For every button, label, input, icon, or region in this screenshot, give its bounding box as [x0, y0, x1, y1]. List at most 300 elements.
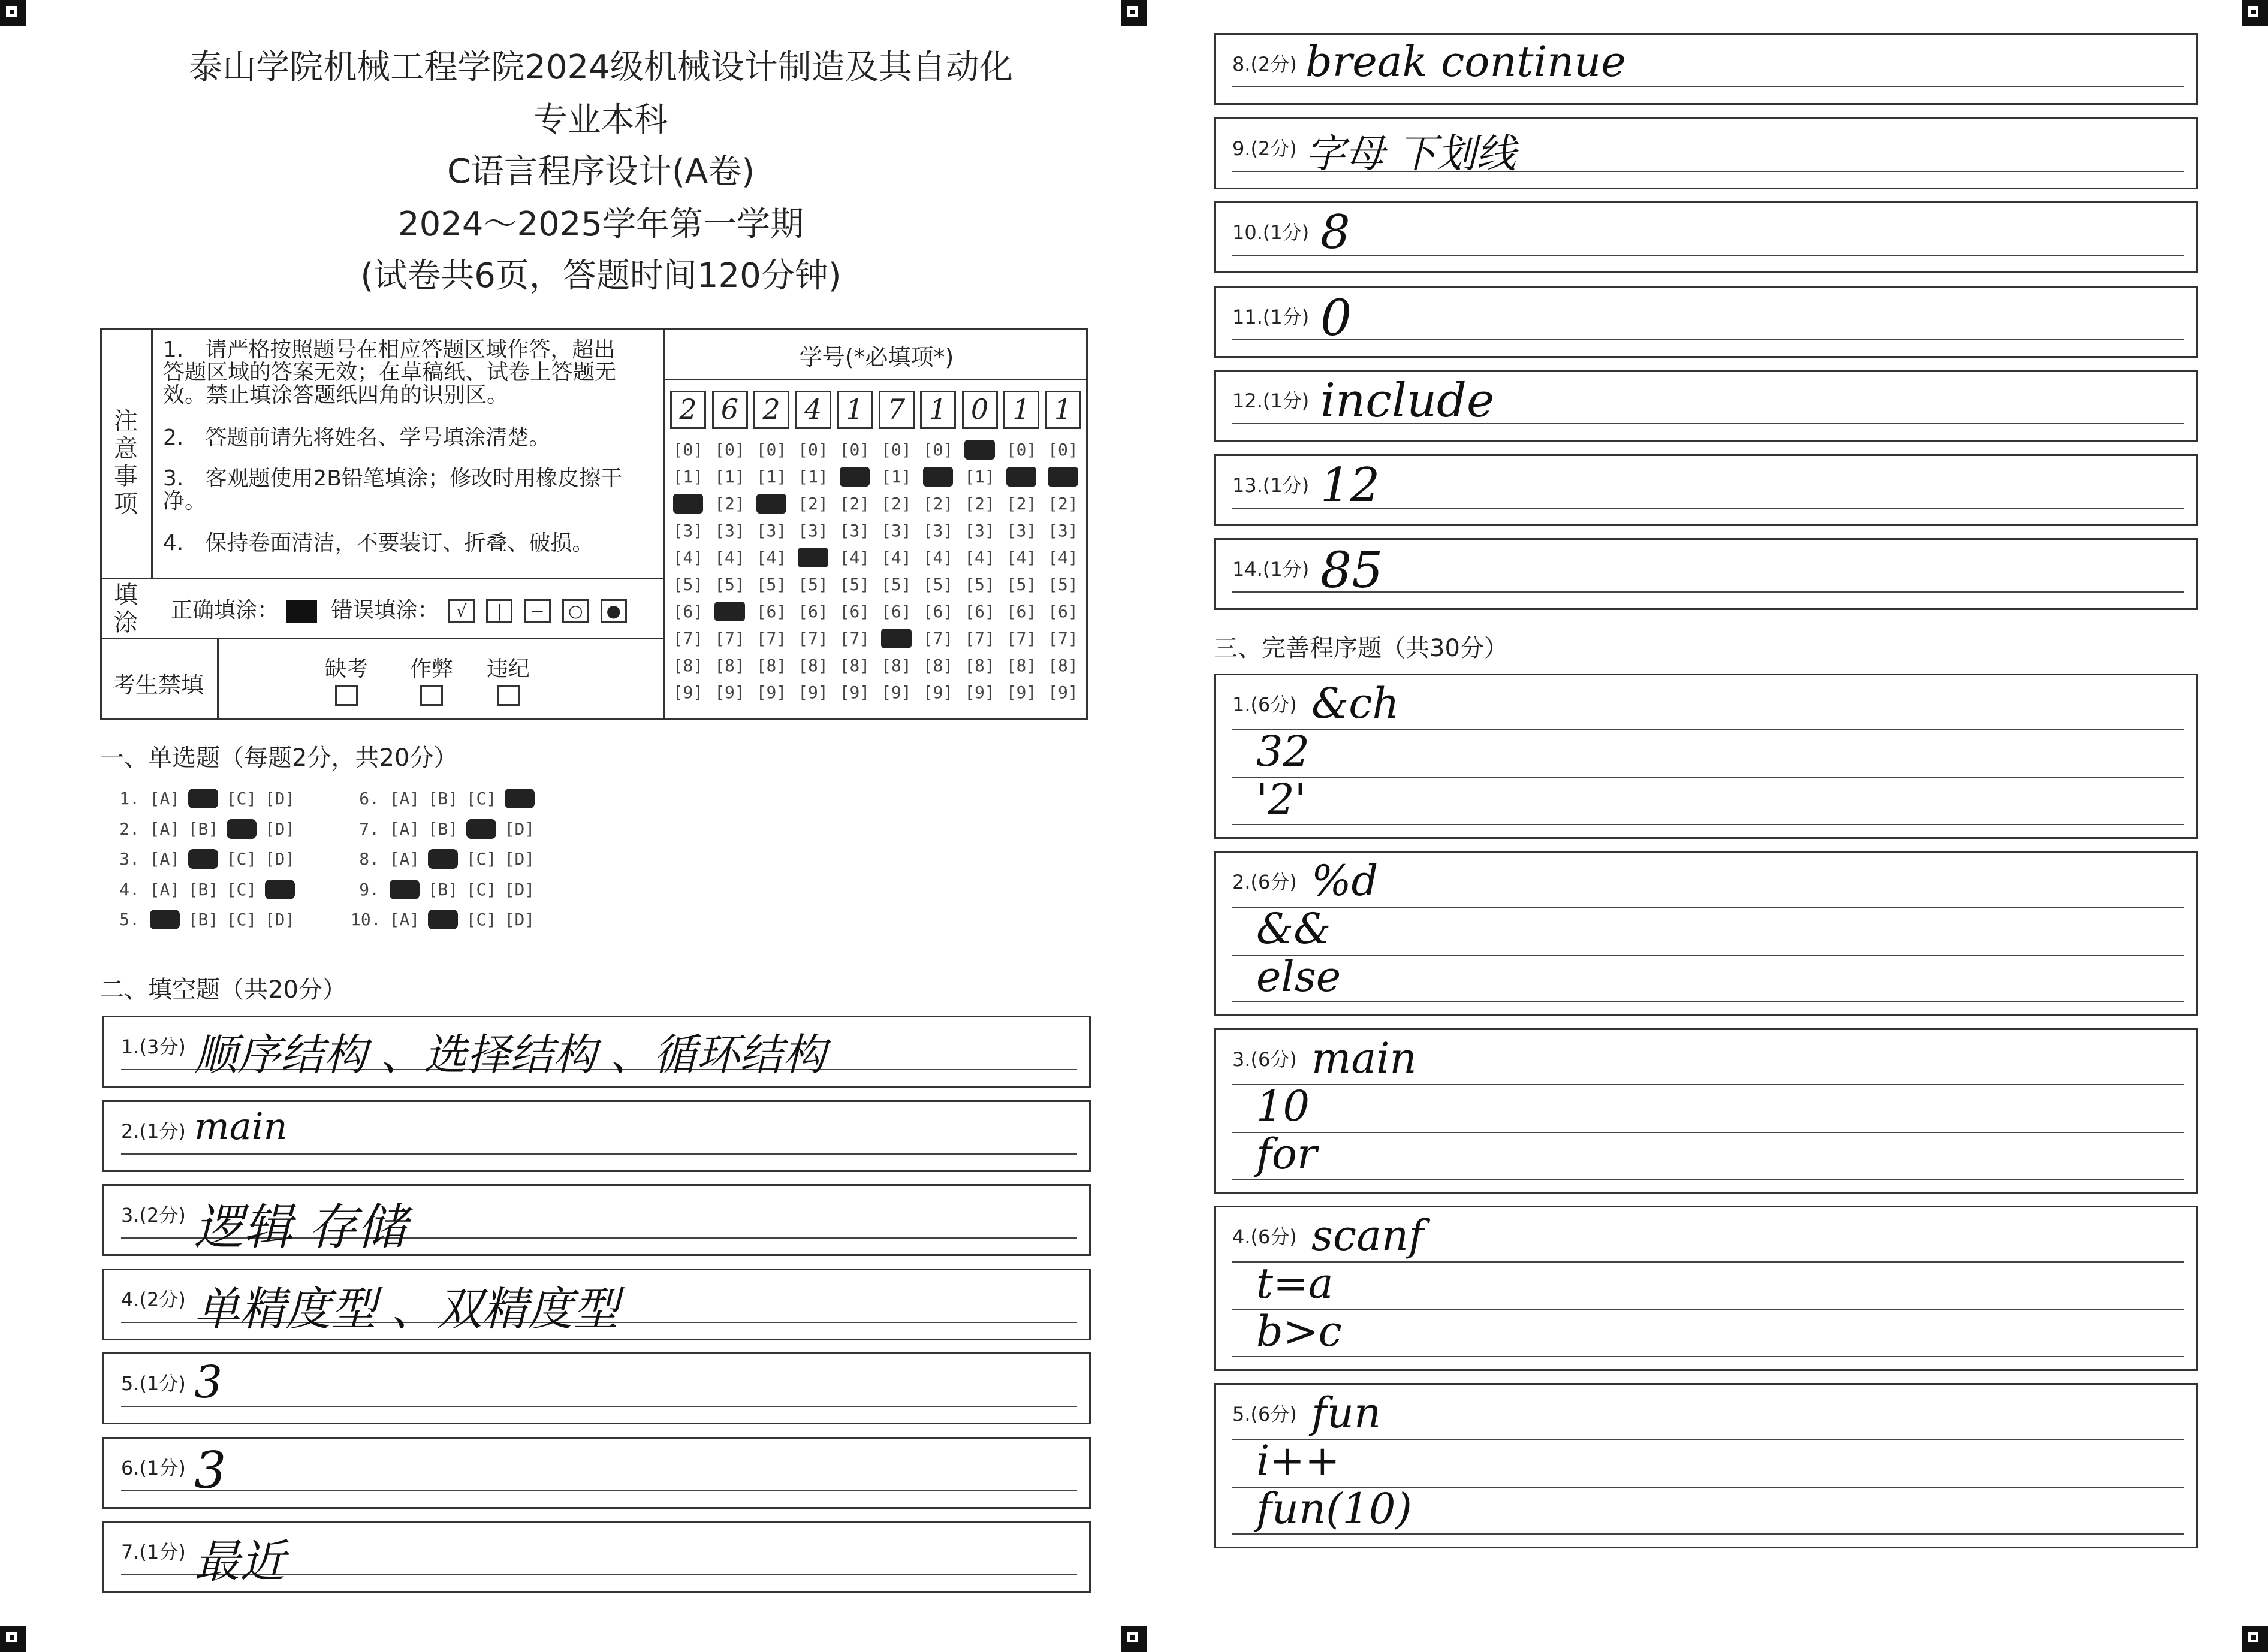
handwritten-answer: 3: [194, 1440, 227, 1500]
id-bubble-3-2[interactable]: [753, 490, 789, 517]
id-bubble-8-3[interactable]: [962, 517, 998, 544]
id-bubble-label: [9]: [798, 682, 828, 702]
id-bubble-label: [1]: [881, 467, 912, 487]
fill-answer-14[interactable]: [1214, 538, 2198, 610]
id-bubble-10-8[interactable]: [1045, 652, 1081, 679]
id-bubble-5-3[interactable]: [837, 517, 873, 544]
id-bubble-10-3[interactable]: [1045, 517, 1081, 544]
id-bubble-6-2[interactable]: [879, 490, 915, 517]
section2-title: 二、填空题（共20分）: [100, 976, 346, 1004]
corner-mark-top-center: [1121, 0, 1147, 26]
program-answer-5[interactable]: [1214, 1383, 2198, 1548]
answer-rule-line: [1232, 1439, 2184, 1440]
mc-option-label: [B]: [427, 819, 459, 839]
id-bubble-3-1[interactable]: [753, 463, 789, 490]
id-bubble-label: [0]: [1006, 440, 1037, 460]
handwritten-line-1: scanf: [1311, 1211, 1424, 1260]
fill-answer-label: 4.(2分): [121, 1288, 186, 1311]
mc-question-number: 4.: [119, 879, 140, 899]
id-bubble-6-5[interactable]: [879, 571, 915, 598]
id-bubble-4-3[interactable]: [795, 517, 831, 544]
id-bubble-5-5[interactable]: [837, 571, 873, 598]
id-bubble-label: [2]: [672, 494, 704, 514]
id-bubble-9-2[interactable]: [1003, 490, 1039, 517]
id-bubble-5-9[interactable]: [837, 679, 873, 706]
mc-option-label: [A]: [389, 819, 420, 839]
id-bubble-10-9[interactable]: [1045, 679, 1081, 706]
fill-answer-11[interactable]: [1214, 286, 2198, 358]
mc-option-8-D[interactable]: [500, 849, 539, 869]
id-bubble-label: [3]: [714, 521, 745, 540]
student-id-digit-2[interactable]: 6: [712, 391, 748, 429]
fill-answer-6[interactable]: [102, 1437, 1091, 1509]
id-bubble-label: [4]: [672, 548, 704, 567]
fill-answer-5[interactable]: [102, 1352, 1091, 1424]
mc-option-5-D[interactable]: [261, 910, 299, 929]
mc-option-4-D[interactable]: [261, 880, 299, 899]
student-id-column-4: [795, 436, 831, 706]
handwritten-line-2: &&: [1256, 904, 1331, 953]
id-bubble-label: [5]: [1006, 575, 1037, 594]
student-id-column-8: [962, 436, 998, 706]
fill-answer-label: 12.(1分): [1232, 389, 1310, 412]
id-bubble-10-5[interactable]: [1045, 571, 1081, 598]
id-bubble-label: [6]: [756, 602, 787, 621]
id-bubble-3-3[interactable]: [753, 517, 789, 544]
mc-option-7-B[interactable]: [424, 819, 462, 839]
mc-option-2-A[interactable]: [146, 819, 184, 839]
notice-item-2: 2. 答题前请先将姓名、学号填涂清楚。: [163, 425, 551, 450]
handwritten-answer: break continue: [1305, 37, 1626, 86]
wrong-mark-dash: −: [524, 599, 551, 623]
header-line-2: 专业本科: [533, 101, 668, 140]
id-bubble-8-1[interactable]: [962, 463, 998, 490]
mc-option-3-D[interactable]: [261, 849, 299, 869]
notice-item-3: 3. 客观题使用2B铅笔填涂；修改时用橡皮擦干净。: [163, 466, 622, 514]
section3-title: 三、完善程序题（共30分）: [1214, 635, 1508, 662]
correct-fill-mark: [286, 600, 317, 623]
id-bubble-1-7[interactable]: [670, 625, 706, 652]
mc-option-9-B[interactable]: [424, 880, 462, 899]
id-bubble-8-7[interactable]: [962, 625, 998, 652]
id-bubble-10-4[interactable]: [1045, 544, 1081, 571]
mc-option-7-C[interactable]: [462, 819, 500, 839]
violation-checkbox[interactable]: [497, 685, 520, 706]
id-bubble-label: [5]: [672, 575, 704, 594]
id-bubble-8-0[interactable]: [962, 436, 998, 463]
mc-option-6-D[interactable]: [500, 789, 539, 808]
mc-option-label: [D]: [264, 879, 295, 899]
notice-item-4: 4. 保持卷面清洁，不要装订、折叠、破损。: [163, 531, 594, 555]
fill-answer-label: 7.(1分): [121, 1541, 186, 1563]
fill-answer-8[interactable]: [1214, 33, 2198, 105]
program-answer-1[interactable]: [1214, 674, 2198, 839]
fill-answer-4[interactable]: [102, 1269, 1091, 1340]
mc-option-3-C[interactable]: [222, 849, 261, 869]
id-bubble-9-8[interactable]: [1003, 652, 1039, 679]
mc-option-label: [A]: [389, 910, 420, 929]
id-bubble-1-1[interactable]: [670, 463, 706, 490]
program-answer-3[interactable]: [1214, 1028, 2198, 1194]
mc-question-8: [351, 849, 539, 869]
mc-option-6-A[interactable]: [385, 789, 424, 808]
id-bubble-label: [2]: [756, 494, 787, 514]
mc-question-number: 8.: [359, 849, 379, 869]
id-bubble-4-5[interactable]: [795, 571, 831, 598]
forbidden-label: 考生禁填: [113, 672, 204, 698]
mc-option-1-A[interactable]: [146, 789, 184, 808]
forbidden-cheat: 作弊: [408, 652, 456, 707]
id-bubble-1-6[interactable]: [670, 598, 706, 625]
mc-option-label: [A]: [149, 819, 180, 839]
id-bubble-10-0[interactable]: [1045, 436, 1081, 463]
student-id-digit-5[interactable]: 1: [837, 391, 873, 429]
id-bubble-9-4[interactable]: [1003, 544, 1039, 571]
fill-answer-12[interactable]: [1214, 370, 2198, 442]
answer-rule-line: [1232, 1132, 2184, 1133]
mc-option-label: [B]: [188, 789, 219, 808]
notice-side-label: 注意事项: [114, 407, 138, 518]
mc-option-9-D[interactable]: [500, 880, 539, 899]
id-bubble-9-9[interactable]: [1003, 679, 1039, 706]
mc-option-10-A[interactable]: [385, 910, 424, 929]
mc-option-6-C[interactable]: [462, 789, 500, 808]
handwritten-answer: include: [1320, 374, 1495, 428]
mc-option-7-D[interactable]: [500, 819, 539, 839]
id-bubble-4-6[interactable]: [795, 598, 831, 625]
id-bubble-4-9[interactable]: [795, 679, 831, 706]
mc-option-4-C[interactable]: [222, 880, 261, 899]
id-bubble-label: [4]: [1048, 548, 1078, 567]
id-bubble-3-9[interactable]: [753, 679, 789, 706]
id-bubble-1-4[interactable]: [670, 544, 706, 571]
id-bubble-1-3[interactable]: [670, 517, 706, 544]
program-answer-label: 5.(6分): [1232, 1403, 1297, 1426]
mc-question-9: [351, 880, 539, 899]
fill-answer-7[interactable]: [102, 1521, 1091, 1593]
mc-option-label: [B]: [427, 849, 459, 869]
handwritten-answer: 最近: [194, 1535, 285, 1588]
id-bubble-3-8[interactable]: [753, 652, 789, 679]
id-bubble-9-5[interactable]: [1003, 571, 1039, 598]
mc-option-2-C[interactable]: [222, 819, 261, 839]
program-answer-2[interactable]: [1214, 851, 2198, 1016]
answer-rule-line: [121, 1490, 1077, 1491]
mc-option-3-B[interactable]: [184, 849, 222, 869]
id-bubble-9-6[interactable]: [1003, 598, 1039, 625]
id-bubble-1-2[interactable]: [670, 490, 706, 517]
id-bubble-label: [8]: [922, 656, 954, 675]
answer-rule-line: [1232, 86, 2184, 87]
answer-rule-line: [121, 1153, 1077, 1155]
header-line-4: 2024～2025学年第一学期: [397, 205, 804, 244]
answer-rule-line: [1232, 907, 2184, 908]
student-id-digit-7[interactable]: 1: [920, 391, 956, 429]
mc-option-1-B[interactable]: [184, 789, 222, 808]
handwritten-line-2: 10: [1256, 1082, 1310, 1131]
id-bubble-2-3[interactable]: [712, 517, 748, 544]
mc-question-7: [351, 819, 539, 839]
fill-answer-2[interactable]: [102, 1100, 1091, 1172]
id-bubble-8-5[interactable]: [962, 571, 998, 598]
fill-answer-3[interactable]: [102, 1184, 1091, 1256]
mc-question-2: [111, 819, 299, 839]
mc-option-label: [A]: [389, 789, 420, 808]
id-bubble-2-9[interactable]: [712, 679, 748, 706]
handwritten-line-1: main: [1311, 1034, 1417, 1083]
mc-option-1-D[interactable]: [261, 789, 299, 808]
id-bubble-6-6[interactable]: [879, 598, 915, 625]
mc-option-label: [B]: [188, 910, 219, 929]
id-bubble-2-1[interactable]: [712, 463, 748, 490]
handwritten-answer: 字母 下划线: [1305, 130, 1516, 177]
mc-option-2-D[interactable]: [261, 819, 299, 839]
handwritten-line-3: for: [1256, 1129, 1317, 1179]
mc-option-5-C[interactable]: [222, 910, 261, 929]
mc-option-10-B[interactable]: [424, 910, 462, 929]
wrong-mark-bar: |: [486, 599, 512, 623]
fill-answer-9[interactable]: [1214, 117, 2198, 189]
id-bubble-7-6[interactable]: [920, 598, 956, 625]
id-bubble-4-8[interactable]: [795, 652, 831, 679]
id-bubble-6-1[interactable]: [879, 463, 915, 490]
id-bubble-label: [6]: [714, 602, 745, 621]
student-id-digit-6[interactable]: 7: [879, 391, 915, 429]
id-bubble-label: [4]: [881, 548, 912, 567]
id-bubble-4-1[interactable]: [795, 463, 831, 490]
id-bubble-label: [6]: [881, 602, 912, 621]
mc-option-label: [C]: [466, 849, 497, 869]
fill-answer-13[interactable]: [1214, 454, 2198, 526]
program-answer-label: 2.(6分): [1232, 871, 1297, 893]
student-id-digit-8[interactable]: 0: [962, 391, 998, 429]
id-bubble-label: [2]: [839, 494, 870, 514]
id-bubble-3-5[interactable]: [753, 571, 789, 598]
id-bubble-label: [4]: [1006, 548, 1037, 567]
id-bubble-6-8[interactable]: [879, 652, 915, 679]
id-bubble-label: [8]: [881, 656, 912, 675]
id-bubble-3-7[interactable]: [753, 625, 789, 652]
id-bubble-label: [8]: [756, 656, 787, 675]
id-bubble-8-9[interactable]: [962, 679, 998, 706]
mc-option-label: [D]: [264, 910, 295, 929]
mc-option-1-C[interactable]: [222, 789, 261, 808]
id-bubble-10-7[interactable]: [1045, 625, 1081, 652]
answer-rule-line: [1232, 1261, 2184, 1263]
id-bubble-1-9[interactable]: [670, 679, 706, 706]
id-bubble-2-6[interactable]: [712, 598, 748, 625]
mc-option-9-C[interactable]: [462, 880, 500, 899]
id-bubble-label: [8]: [714, 656, 745, 675]
student-id-digit-3[interactable]: 2: [753, 391, 789, 429]
id-bubble-9-3[interactable]: [1003, 517, 1039, 544]
mc-option-label: [A]: [389, 879, 420, 899]
id-bubble-4-7[interactable]: [795, 625, 831, 652]
answer-rule-line: [1232, 824, 2184, 825]
student-id-column-7: [920, 436, 956, 706]
id-bubble-label: [1]: [1048, 467, 1078, 487]
mc-option-label: [C]: [226, 910, 257, 929]
mc-question-number: 6.: [359, 789, 379, 808]
id-bubble-6-0[interactable]: [879, 436, 915, 463]
mc-option-5-A[interactable]: [146, 910, 184, 929]
mc-option-9-A[interactable]: [385, 880, 424, 899]
id-bubble-2-5[interactable]: [712, 571, 748, 598]
mc-option-label: [D]: [504, 789, 535, 808]
id-bubble-5-0[interactable]: [837, 436, 873, 463]
handwritten-answer: 85: [1320, 542, 1383, 599]
id-bubble-5-7[interactable]: [837, 625, 873, 652]
handwritten-answer: 3: [194, 1357, 223, 1408]
id-bubble-label: [5]: [714, 575, 745, 594]
id-bubble-label: [4]: [839, 548, 870, 567]
id-bubble-7-5[interactable]: [920, 571, 956, 598]
id-bubble-10-1[interactable]: [1045, 463, 1081, 490]
id-bubble-label: [5]: [922, 575, 954, 594]
student-id-column-2: [712, 436, 748, 706]
id-bubble-2-8[interactable]: [712, 652, 748, 679]
id-bubble-6-9[interactable]: [879, 679, 915, 706]
id-bubble-1-0[interactable]: [670, 436, 706, 463]
id-bubble-5-4[interactable]: [837, 544, 873, 571]
id-bubble-label: [1]: [922, 467, 954, 487]
id-bubble-7-7[interactable]: [920, 625, 956, 652]
student-id-digit-4[interactable]: 4: [795, 391, 831, 429]
mc-question-number: 2.: [119, 819, 140, 839]
mc-question-number: 3.: [119, 849, 140, 869]
forbidden-violation: 违纪: [484, 652, 532, 707]
handwritten-answer: main: [194, 1104, 288, 1148]
program-answer-4[interactable]: [1214, 1206, 2198, 1371]
handwritten-line-1: %d: [1311, 856, 1379, 905]
mc-option-label: [C]: [226, 819, 257, 839]
id-bubble-9-1[interactable]: [1003, 463, 1039, 490]
id-bubble-label: [3]: [922, 521, 954, 540]
id-bubble-label: [7]: [839, 629, 870, 648]
mc-option-label: [D]: [504, 849, 535, 869]
id-bubble-label: [0]: [798, 440, 828, 460]
id-bubble-label: [7]: [922, 629, 954, 648]
id-bubble-label: [3]: [798, 521, 828, 540]
fill-answer-label: 14.(1分): [1232, 558, 1310, 581]
mc-option-label: [C]: [466, 879, 497, 899]
mc-option-8-C[interactable]: [462, 849, 500, 869]
mc-option-3-A[interactable]: [146, 849, 184, 869]
correct-fill-label: 正确填涂：: [171, 598, 279, 623]
id-bubble-8-6[interactable]: [962, 598, 998, 625]
mc-option-10-C[interactable]: [462, 910, 500, 929]
mc-option-2-B[interactable]: [184, 819, 222, 839]
fill-answer-label: 2.(1分): [121, 1119, 186, 1143]
id-bubble-7-0[interactable]: [920, 436, 956, 463]
id-bubble-5-1[interactable]: [837, 463, 873, 490]
id-bubble-label: [6]: [672, 602, 704, 621]
id-bubble-3-4[interactable]: [753, 544, 789, 571]
id-bubble-8-2[interactable]: [962, 490, 998, 517]
id-bubble-7-1[interactable]: [920, 463, 956, 490]
id-bubble-9-7[interactable]: [1003, 625, 1039, 652]
id-bubble-5-8[interactable]: [837, 652, 873, 679]
mc-option-10-D[interactable]: [500, 910, 539, 929]
mc-option-label: [A]: [149, 849, 180, 869]
id-bubble-10-6[interactable]: [1045, 598, 1081, 625]
id-bubble-3-6[interactable]: [753, 598, 789, 625]
corner-mark-bottom-right: [2242, 1626, 2268, 1652]
mc-option-4-B[interactable]: [184, 880, 222, 899]
mc-option-8-A[interactable]: [385, 849, 424, 869]
fill-answer-1[interactable]: [102, 1016, 1091, 1088]
fill-answer-10[interactable]: [1214, 201, 2198, 273]
id-bubble-label: [8]: [1006, 656, 1037, 675]
id-bubble-4-2[interactable]: [795, 490, 831, 517]
id-bubble-2-0[interactable]: [712, 436, 748, 463]
id-bubble-6-7[interactable]: [879, 625, 915, 652]
mc-question-number: 7.: [359, 819, 379, 839]
id-bubble-label: [4]: [714, 548, 745, 567]
id-bubble-9-0[interactable]: [1003, 436, 1039, 463]
mc-option-label: [D]: [504, 879, 535, 899]
corner-mark-bottom-left: [0, 1626, 26, 1652]
mc-option-5-B[interactable]: [184, 910, 222, 929]
id-bubble-label: [4]: [964, 548, 995, 567]
id-bubble-7-3[interactable]: [920, 517, 956, 544]
id-bubble-7-8[interactable]: [920, 652, 956, 679]
id-bubble-4-0[interactable]: [795, 436, 831, 463]
mc-option-7-A[interactable]: [385, 819, 424, 839]
id-bubble-label: [9]: [922, 682, 954, 702]
fill-answer-label: 10.(1分): [1232, 221, 1310, 244]
id-bubble-3-0[interactable]: [753, 436, 789, 463]
id-bubble-7-9[interactable]: [920, 679, 956, 706]
id-bubble-1-8[interactable]: [670, 652, 706, 679]
id-bubble-2-2[interactable]: [712, 490, 748, 517]
id-bubble-6-4[interactable]: [879, 544, 915, 571]
id-bubble-2-7[interactable]: [712, 625, 748, 652]
id-bubble-label: [8]: [672, 656, 704, 675]
cheat-checkbox[interactable]: [420, 685, 443, 706]
corner-mark-bottom-center: [1121, 1626, 1147, 1652]
mc-question-number: 1.: [119, 789, 140, 808]
id-bubble-label: [4]: [756, 548, 787, 567]
student-id-digit-9[interactable]: 1: [1003, 391, 1039, 429]
id-bubble-8-8[interactable]: [962, 652, 998, 679]
id-bubble-label: [5]: [881, 575, 912, 594]
absent-checkbox[interactable]: [335, 685, 358, 706]
id-bubble-7-2[interactable]: [920, 490, 956, 517]
id-bubble-6-3[interactable]: [879, 517, 915, 544]
id-bubble-4-4[interactable]: [795, 544, 831, 571]
id-bubble-8-4[interactable]: [962, 544, 998, 571]
id-bubble-1-5[interactable]: [670, 571, 706, 598]
student-id-digit-10[interactable]: 1: [1045, 391, 1081, 429]
id-bubble-2-4[interactable]: [712, 544, 748, 571]
answer-rule-line: [1232, 1001, 2184, 1002]
id-bubble-7-4[interactable]: [920, 544, 956, 571]
student-id-digit-1[interactable]: 2: [670, 391, 706, 429]
id-bubble-5-6[interactable]: [837, 598, 873, 625]
mc-question-3: [111, 849, 299, 869]
id-bubble-5-2[interactable]: [837, 490, 873, 517]
id-bubble-label: [2]: [798, 494, 828, 514]
mc-option-label: [C]: [466, 789, 497, 808]
mc-option-8-B[interactable]: [424, 849, 462, 869]
id-bubble-label: [8]: [839, 656, 870, 675]
student-id-column-10: [1045, 436, 1081, 706]
id-bubble-10-2[interactable]: [1045, 490, 1081, 517]
mc-option-6-B[interactable]: [424, 789, 462, 808]
id-bubble-label: [9]: [756, 682, 787, 702]
mc-option-4-A[interactable]: [146, 880, 184, 899]
